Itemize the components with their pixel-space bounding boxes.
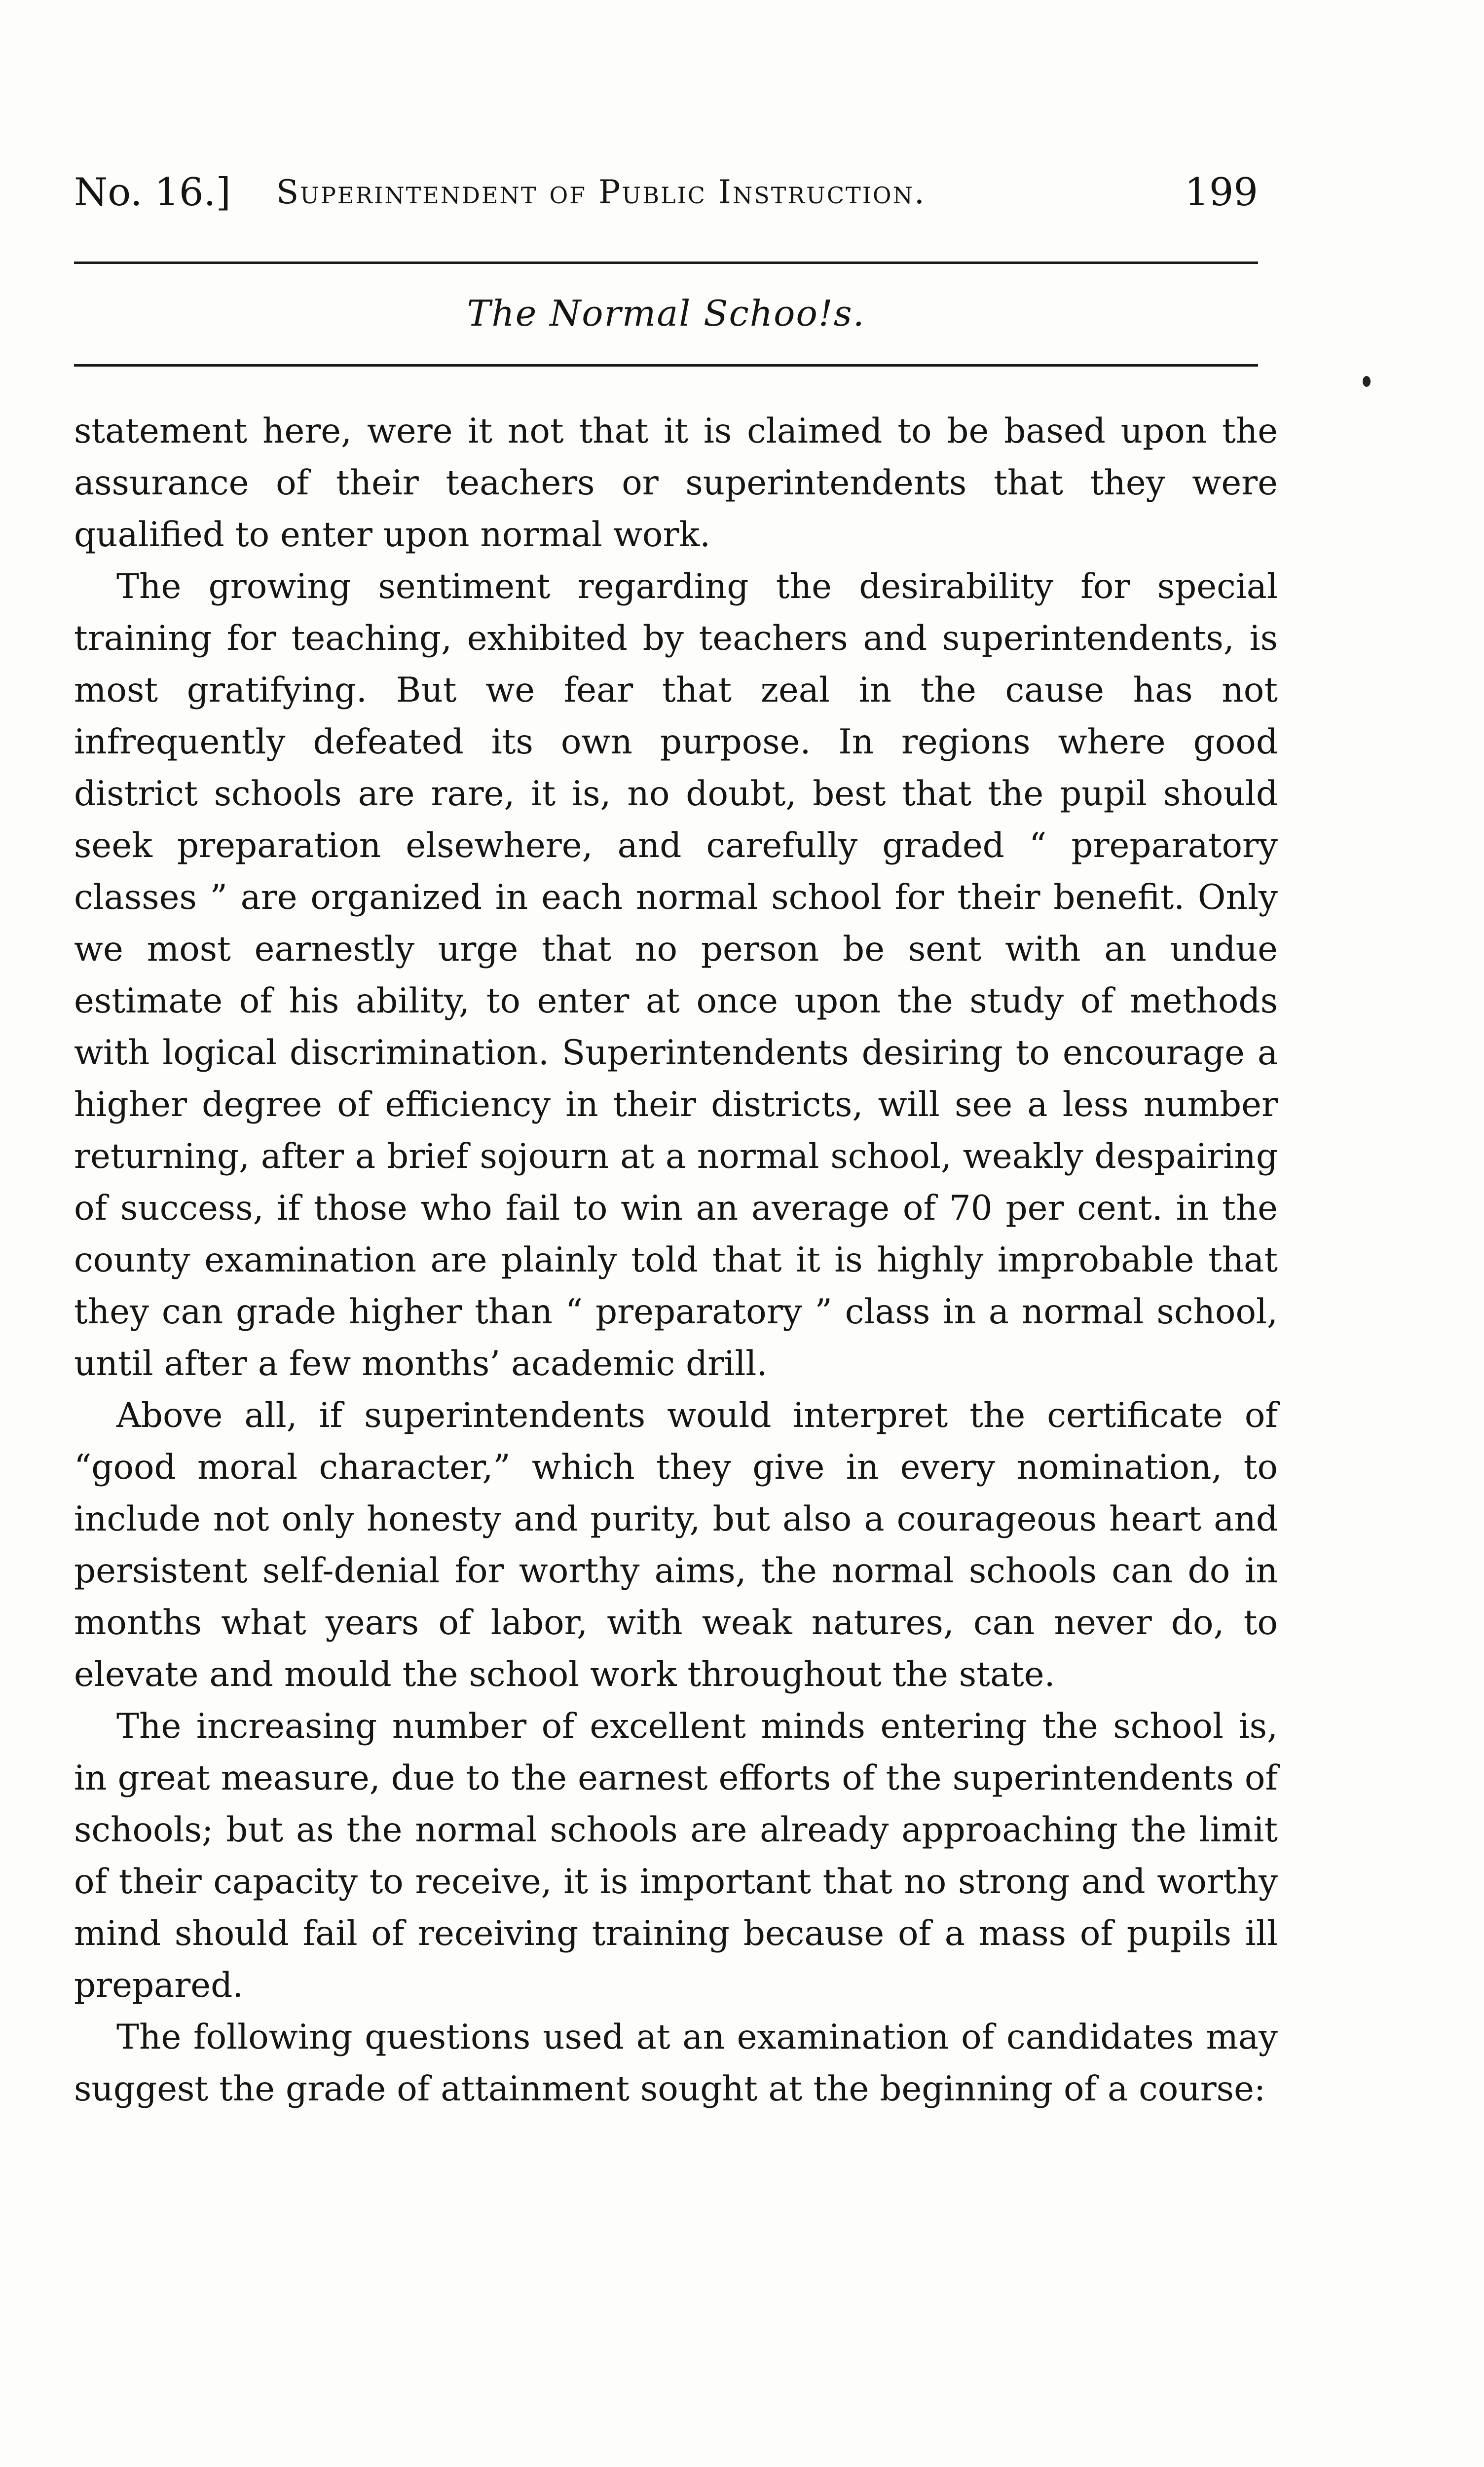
running-title: Superintendent of Public Instruction. — [276, 173, 926, 211]
paragraph-moral-character: Above all, if superintendents would interpret the certificate of “good moral character,” which they give in every nomination, to include not only honesty and purity, but also a courageous heart and persistent self-denial for worthy aims, the normal schools can do in months what years of labor, with weak natures, can never do, to elevate and mould the school work throughout the state. — [74, 1396, 1278, 1694]
header-rule-bottom — [74, 364, 1258, 367]
paragraph-training-sentiment: The growing sentiment regarding the desirability for special training for teaching, exhibited by teachers and superintendents, is most gratifying. But we fear that zeal in the cause has not infrequently defeated its own purpose. In regions where good district schools are rare, it is, no doubt, best that the pupil should seek preparation elsewhere, and carefully graded “ preparatory classes ” are organized in each normal school for their benefit. Only we most earnestly urge that no person be sent with an undue estimate of his ability, to enter at once upon the study of methods with logical discrimination. Superintendents desiring to encourage a higher degree of efficiency in their districts, will see a less number returning, after a brief sojourn at a normal school, weakly despairing of success, if those who fail to win an average of 70 per cent. in the county examination are plainly told that it is highly improbable that they can grade higher than “ preparatory ” class in a normal school, until after a few months’ academic drill. — [74, 567, 1278, 1383]
header-rule-top — [74, 262, 1258, 264]
document-number: No. 16.] — [74, 170, 231, 215]
paragraph-continued: statement here, were it not that it is claimed to be based upon the assurance of their teachers or superintendents that they were qualified to enter upon normal work. — [74, 411, 1278, 555]
running-head — [74, 165, 1258, 220]
section-title: The Normal Schoo!s. — [467, 293, 865, 334]
page-number: 199 — [1185, 170, 1258, 215]
paragraph-increasing-number: The increasing number of excellent minds entering the school is, in great measure, due to the earnest efforts of the superintendents of schools; but as the normal schools are already approaching the limit of their capacity to receive, it is important that no strong and worthy mind should fail of receiving training because of a mass of pupils ill prepared. — [74, 1707, 1278, 2005]
body-text — [74, 406, 1278, 2115]
ink-speck — [1363, 376, 1371, 387]
paragraph-following-questions: The following questions used at an examination of candidates may suggest the grade of attainment sought at the beginning of a course: — [74, 2018, 1278, 2109]
